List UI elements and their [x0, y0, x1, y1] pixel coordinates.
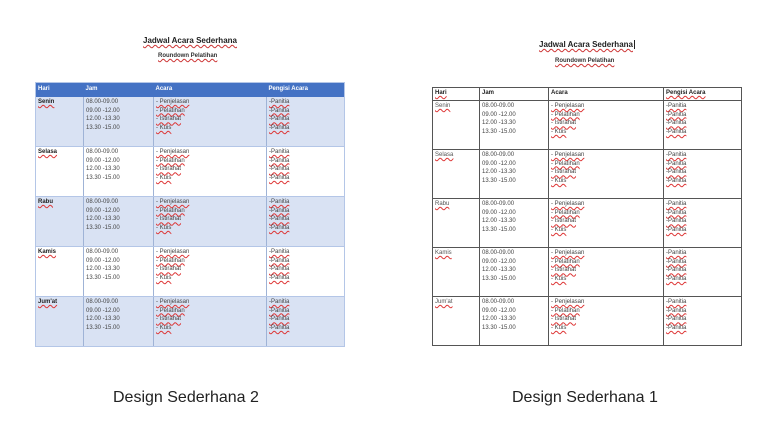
cell-pengisi — [267, 247, 345, 297]
time-slot: 09.00 -12.00 — [482, 258, 516, 265]
cell-day — [433, 248, 480, 297]
speaker-item: -Panitia — [666, 103, 687, 109]
event-item: - Istirahat — [551, 316, 577, 323]
time-slot: 09.00 -12.00 — [482, 111, 516, 118]
speaker-item: -Panitia — [269, 307, 290, 314]
design-2-caption: Design Sederhana 2 — [113, 389, 259, 406]
time-slot: 12.00 -13.30 — [86, 316, 120, 323]
speaker-item: -Panitia — [269, 249, 290, 255]
header-pengisi-acara: Pengisi Acara — [267, 83, 345, 98]
cell-day — [433, 297, 480, 346]
time-slot: 08.00-09.00 — [86, 199, 119, 205]
time-slot: 13.30 -15.00 — [482, 178, 516, 185]
design-1-schedule-table — [432, 87, 742, 346]
cell-jam — [84, 147, 154, 197]
table-row — [433, 297, 742, 346]
cell-day — [36, 247, 84, 297]
event-item: - Kuis — [156, 325, 172, 332]
speaker-item: -Panitia — [666, 276, 687, 283]
time-slot: 13.30 -15.00 — [482, 276, 516, 283]
cell-acara — [154, 97, 267, 147]
day-label: Kamis — [435, 250, 452, 256]
cell-pengisi — [267, 147, 345, 197]
time-slot: 08.00-09.00 — [482, 250, 515, 256]
time-slot: 12.00 -13.30 — [86, 266, 120, 273]
event-item: - Istirahat — [551, 267, 577, 274]
speaker-item: -Panitia — [666, 178, 687, 185]
time-slot: 12.00 -13.30 — [482, 120, 516, 127]
speaker-item: -Panitia — [269, 157, 290, 164]
cell-acara — [154, 197, 267, 247]
cell-acara — [549, 297, 664, 346]
table-row — [36, 97, 345, 147]
table-row — [36, 197, 345, 247]
time-slot: 08.00-09.00 — [86, 249, 119, 255]
day-label: Senin — [38, 99, 55, 105]
cell-day — [36, 147, 84, 197]
event-item: - Kuis — [551, 178, 567, 185]
cell-day — [36, 97, 84, 147]
time-slot: 12.00 -13.30 — [482, 169, 516, 176]
event-item: - Pelatihan — [551, 209, 580, 216]
event-item: - Pelatihan — [551, 111, 580, 118]
day-label: Rabu — [435, 201, 450, 207]
cell-jam — [480, 248, 549, 297]
time-slot: 12.00 -13.30 — [482, 316, 516, 323]
speaker-item: -Panitia — [666, 201, 687, 207]
table-header-row — [36, 83, 345, 98]
time-slot: 12.00 -13.30 — [86, 216, 120, 223]
speaker-item: -Panitia — [666, 111, 687, 118]
event-item: - Istirahat — [156, 266, 182, 273]
day-label: Selasa — [435, 152, 454, 158]
time-slot: 09.00 -12.00 — [482, 307, 516, 314]
day-label: Rabu — [38, 199, 53, 205]
cell-acara — [549, 248, 664, 297]
cell-pengisi — [267, 97, 345, 147]
time-slot: 12.00 -13.30 — [482, 218, 516, 225]
event-item: - Penjelasan — [156, 149, 190, 155]
time-slot: 13.30 -15.00 — [482, 227, 516, 234]
event-item: - Kuis — [156, 125, 172, 132]
cell-pengisi — [664, 297, 742, 346]
event-item: - Kuis — [551, 227, 567, 234]
table-row — [36, 247, 345, 297]
event-item: - Istirahat — [156, 316, 182, 323]
speaker-item: -Panitia — [269, 299, 290, 305]
header-hari: Hari — [36, 83, 84, 98]
cell-pengisi — [664, 150, 742, 199]
cell-day — [433, 101, 480, 150]
table-row — [433, 150, 742, 199]
event-item: - Kuis — [551, 276, 567, 283]
cell-jam — [480, 150, 549, 199]
event-item: - Istirahat — [156, 216, 182, 223]
speaker-item: -Panitia — [666, 209, 687, 216]
speaker-item: -Panitia — [666, 316, 687, 323]
cell-acara — [154, 247, 267, 297]
event-item: - Istirahat — [551, 120, 577, 127]
speaker-item: -Panitia — [269, 125, 290, 132]
speaker-item: -Panitia — [269, 175, 290, 182]
event-item: - Penjelasan — [156, 249, 190, 255]
speaker-item: -Panitia — [269, 107, 290, 114]
event-item: - Istirahat — [156, 116, 182, 123]
event-item: - Pelatihan — [156, 257, 185, 264]
event-item: - Penjelasan — [551, 103, 585, 109]
time-slot: 13.30 -15.00 — [86, 275, 120, 282]
time-slot: 08.00-09.00 — [86, 299, 119, 305]
speaker-item: -Panitia — [666, 307, 687, 314]
design-1-title — [539, 40, 635, 49]
table-row — [433, 248, 742, 297]
cell-day — [433, 150, 480, 199]
event-item: - Istirahat — [156, 166, 182, 173]
event-item: - Pelatihan — [156, 107, 185, 114]
time-slot: 09.00 -12.00 — [482, 160, 516, 167]
cell-pengisi — [664, 101, 742, 150]
time-slot: 08.00-09.00 — [482, 103, 515, 109]
table-row — [433, 199, 742, 248]
event-item: - Kuis — [156, 275, 172, 282]
speaker-item: -Panitia — [269, 257, 290, 264]
design-1-title-text: Jadwal Acara Sederhana — [539, 40, 633, 49]
speaker-item: -Panitia — [666, 227, 687, 234]
header-pengisi-acara: Pengisi Acara — [664, 88, 742, 101]
time-slot: 13.30 -15.00 — [86, 325, 120, 332]
time-slot: 09.00 -12.00 — [86, 157, 120, 164]
header-acara: Acara — [549, 88, 664, 101]
event-item: - Penjelasan — [156, 199, 190, 205]
event-item: - Kuis — [551, 129, 567, 136]
cell-acara — [154, 297, 267, 347]
speaker-item: -Panitia — [666, 299, 687, 305]
design-2-schedule-table — [35, 82, 345, 347]
cell-pengisi — [664, 199, 742, 248]
speaker-item: -Panitia — [269, 149, 290, 155]
header-jam: Jam — [480, 88, 549, 101]
table-row — [433, 101, 742, 150]
time-slot: 08.00-09.00 — [482, 152, 515, 158]
event-item: - Kuis — [156, 175, 172, 182]
cell-jam — [480, 101, 549, 150]
design-2-subtitle: Roundown Pelatihan — [158, 53, 218, 59]
speaker-item: -Panitia — [666, 129, 687, 136]
time-slot: 13.30 -15.00 — [482, 129, 516, 136]
cell-jam — [480, 297, 549, 346]
cell-acara — [154, 147, 267, 197]
event-item: - Penjelasan — [551, 299, 585, 305]
event-item: - Penjelasan — [156, 99, 190, 105]
event-item: - Pelatihan — [551, 258, 580, 265]
cell-jam — [84, 297, 154, 347]
speaker-item: -Panitia — [666, 218, 687, 225]
time-slot: 08.00-09.00 — [86, 99, 119, 105]
cell-pengisi — [267, 297, 345, 347]
day-label: Kamis — [38, 249, 57, 255]
cell-day — [36, 297, 84, 347]
header-jam: Jam — [84, 83, 154, 98]
cell-acara — [549, 199, 664, 248]
design-2-title: Jadwal Acara Sederhana — [143, 36, 237, 45]
event-item: - Penjelasan — [551, 201, 585, 207]
speaker-item: -Panitia — [666, 267, 687, 274]
time-slot: 12.00 -13.30 — [86, 166, 120, 173]
day-label: Selasa — [38, 149, 58, 155]
time-slot: 09.00 -12.00 — [86, 307, 120, 314]
speaker-item: -Panitia — [666, 160, 687, 167]
cell-jam — [84, 97, 154, 147]
header-hari: Hari — [433, 88, 480, 101]
speaker-item: -Panitia — [666, 250, 687, 256]
day-label: Jum'at — [435, 299, 453, 305]
speaker-item: -Panitia — [269, 166, 290, 173]
day-label: Senin — [435, 103, 451, 109]
event-item: - Pelatihan — [156, 307, 185, 314]
time-slot: 09.00 -12.00 — [86, 107, 120, 114]
time-slot: 13.30 -15.00 — [86, 125, 120, 132]
event-item: - Pelatihan — [551, 307, 580, 314]
header-acara: Acara — [154, 83, 267, 98]
event-item: - Pelatihan — [156, 157, 185, 164]
speaker-item: -Panitia — [666, 325, 687, 332]
time-slot: 08.00-09.00 — [482, 201, 515, 207]
cell-acara — [549, 101, 664, 150]
speaker-item: -Panitia — [269, 225, 290, 232]
speaker-item: -Panitia — [269, 316, 290, 323]
speaker-item: -Panitia — [269, 116, 290, 123]
time-slot: 13.30 -15.00 — [86, 175, 120, 182]
design-1-subtitle: Roundown Pelatihan — [555, 58, 615, 64]
time-slot: 09.00 -12.00 — [86, 257, 120, 264]
speaker-item: -Panitia — [666, 152, 687, 158]
event-item: - Istirahat — [551, 169, 577, 176]
day-label: Jum'at — [38, 299, 58, 305]
time-slot: 12.00 -13.30 — [482, 267, 516, 274]
time-slot: 13.30 -15.00 — [86, 225, 120, 232]
cell-jam — [480, 199, 549, 248]
event-item: - Penjelasan — [156, 299, 190, 305]
design-1-caption: Design Sederhana 1 — [512, 389, 658, 406]
event-item: - Pelatihan — [156, 207, 185, 214]
cell-jam — [84, 197, 154, 247]
speaker-item: -Panitia — [666, 258, 687, 265]
speaker-item: -Panitia — [666, 120, 687, 127]
speaker-item: -Panitia — [269, 207, 290, 214]
cell-pengisi — [664, 248, 742, 297]
time-slot: 08.00-09.00 — [482, 299, 515, 305]
table-header-row — [433, 88, 742, 101]
time-slot: 09.00 -12.00 — [86, 207, 120, 214]
event-item: - Kuis — [156, 225, 172, 232]
speaker-item: -Panitia — [269, 266, 290, 273]
time-slot: 13.30 -15.00 — [482, 325, 516, 332]
cell-day — [36, 197, 84, 247]
event-item: - Pelatihan — [551, 160, 580, 167]
speaker-item: -Panitia — [269, 199, 290, 205]
event-item: - Istirahat — [551, 218, 577, 225]
time-slot: 12.00 -13.30 — [86, 116, 120, 123]
table-row — [36, 297, 345, 347]
speaker-item: -Panitia — [269, 216, 290, 223]
time-slot: 08.00-09.00 — [86, 149, 119, 155]
speaker-item: -Panitia — [269, 325, 290, 332]
cell-day — [433, 199, 480, 248]
speaker-item: -Panitia — [269, 275, 290, 282]
speaker-item: -Panitia — [269, 99, 290, 105]
time-slot: 09.00 -12.00 — [482, 209, 516, 216]
event-item: - Kuis — [551, 325, 567, 332]
table-row — [36, 147, 345, 197]
event-item: - Penjelasan — [551, 250, 585, 256]
cell-pengisi — [267, 197, 345, 247]
event-item: - Penjelasan — [551, 152, 585, 158]
speaker-item: -Panitia — [666, 169, 687, 176]
text-cursor — [634, 40, 635, 49]
cell-acara — [549, 150, 664, 199]
cell-jam — [84, 247, 154, 297]
